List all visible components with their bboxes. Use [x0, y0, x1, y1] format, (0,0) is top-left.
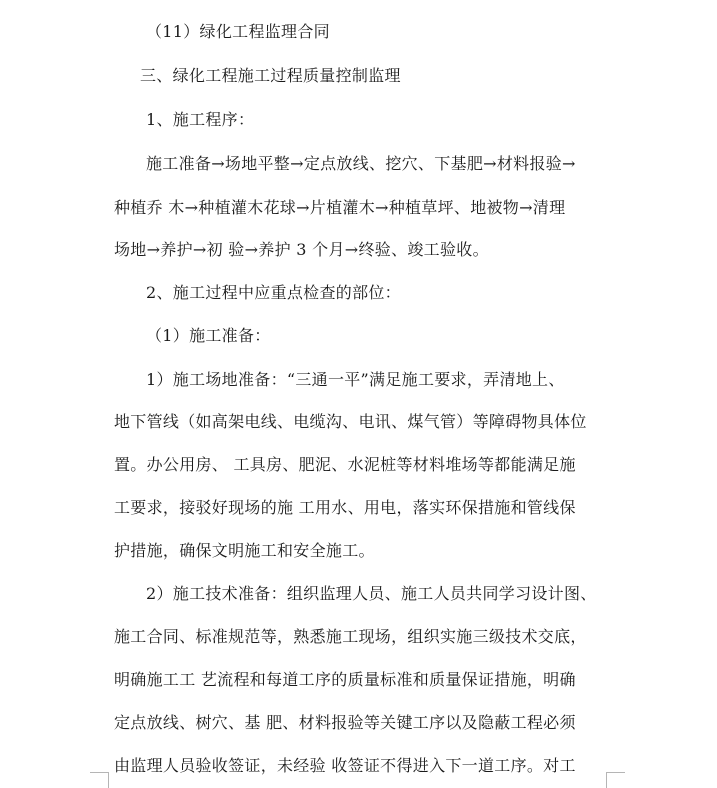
paragraph-line: 施工准备→场地平整→定点放线、挖穴、下基肥→材料报验→	[146, 154, 576, 173]
page-corner-mark-left	[90, 772, 109, 788]
paragraph-line: 护措施，确保文明施工和安全施工。	[114, 541, 375, 560]
paragraph-line: 工要求，接驳好现场的施 工用水、用电，落实环保措施和管线保	[114, 498, 576, 517]
paragraph-line: 2）施工技术准备：组织监理人员、施工人员共同学习设计图、	[146, 584, 597, 603]
paragraph-line: 置。办公用房、 工具房、肥泥、水泥桩等材料堆场等都能满足施	[114, 455, 576, 474]
paragraph-line: 场地→养护→初 验→养护 3 个月→终验、竣工验收。	[114, 240, 489, 259]
paragraph-line: 1）施工场地准备：“三通一平”满足施工要求，弄清地上、	[146, 370, 565, 389]
paragraph-line: 明确施工工 艺流程和每道工序的质量标准和质量保证措施，明确	[114, 670, 576, 689]
section-heading-3: 三、绿化工程施工过程质量控制监理	[140, 66, 401, 85]
paragraph-line: 地下管线（如高架电线、电缆沟、电讯、煤气管）等障碍物具体位	[114, 412, 587, 431]
paragraph-line: 种植乔 木→种植灌木花球→片植灌木→种植草坪、地被物→清理	[114, 198, 566, 217]
subheading-procedure: 1、施工程序：	[146, 110, 255, 129]
subheading-key-inspection: 2、施工过程中应重点检查的部位：	[146, 283, 401, 302]
paragraph-line: 施工合同、标准规范等，熟悉施工现场，组织实施三级技术交底，	[114, 627, 587, 646]
paragraph-line: 定点放线、树穴、基 肥、材料报验等关键工序以及隐蔽工程必须	[114, 713, 576, 732]
contract-item-11: （11）绿化工程监理合同	[146, 22, 330, 41]
paragraph-line: 由监理人员验收签证，未经验 收签证不得进入下一道工序。对工	[114, 756, 576, 775]
page-corner-mark-right	[606, 772, 625, 788]
subheading-preparation: （1）施工准备：	[146, 326, 271, 345]
